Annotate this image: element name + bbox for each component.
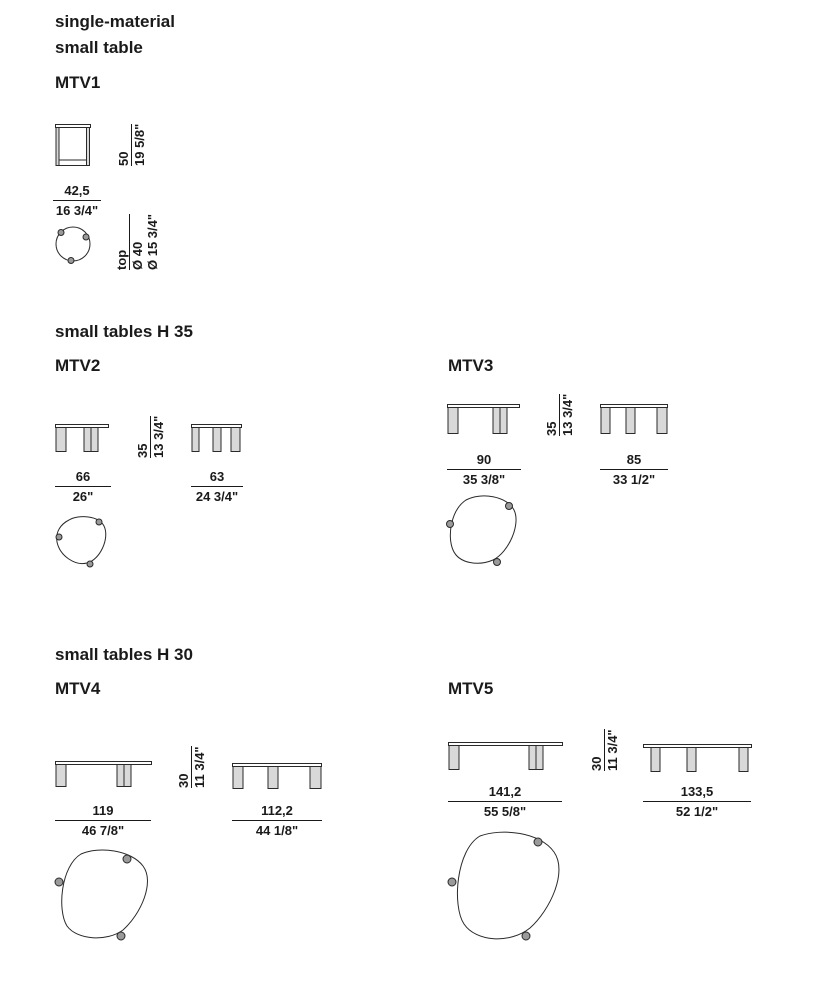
mtv5-depth-in: 52 1/2" [675, 804, 719, 819]
mtv5-width-cm: 141,2 [448, 784, 562, 802]
mtv5-depth-dimension [643, 784, 751, 820]
mtv2-width-cm: 66 [55, 469, 111, 487]
mtv1-width-cm: 42,5 [53, 183, 101, 201]
mtv4-height-in: 11 3/4" [192, 746, 207, 788]
mtv5-height-in: 11 3/4" [605, 729, 620, 771]
mtv4-depth-cm: 112,2 [232, 803, 322, 821]
mtv1-width-dimension [53, 183, 101, 219]
mtv2-front-view [55, 424, 115, 454]
mtv1-height-dimension [116, 124, 147, 166]
mtv3-depth-dimension [600, 452, 668, 488]
mtv3-depth-cm: 85 [600, 452, 668, 470]
mtv1-top-view [55, 226, 95, 266]
mtv3-width-in: 35 3/8" [462, 472, 506, 487]
mtv2-top-view [55, 514, 115, 570]
mtv4-depth-in: 44 1/8" [255, 823, 299, 838]
mtv5-code: MTV5 [448, 679, 494, 698]
heading-line2: small table [55, 38, 143, 57]
mtv4-height-dimension [176, 746, 207, 788]
mtv5-front-view [448, 742, 568, 772]
section-h30-title: small tables H 30 [55, 645, 193, 664]
section-h35-title: small tables H 35 [55, 322, 193, 341]
mtv4-height-cm: 30 [176, 746, 192, 788]
mtv1-top-cm: Ø 40 [130, 241, 145, 270]
mtv5-depth-cm: 133,5 [643, 784, 751, 802]
mtv5-width-in: 55 5/8" [483, 804, 527, 819]
mtv2-width-in: 26" [72, 489, 94, 504]
mtv5-width-dimension [448, 784, 562, 820]
mtv2-width-dimension [55, 469, 111, 505]
mtv3-height-in: 13 3/4" [560, 393, 575, 436]
mtv2-side-view [191, 424, 247, 454]
mtv2-depth-in: 24 3/4" [195, 489, 239, 504]
mtv1-height-cm: 50 [116, 124, 132, 166]
mtv2-depth-dimension [191, 469, 243, 505]
mtv5-height-cm: 30 [589, 729, 605, 771]
mtv3-height-cm: 35 [544, 394, 560, 436]
mtv2-depth-cm: 63 [191, 469, 243, 487]
mtv4-width-in: 46 7/8" [81, 823, 125, 838]
mtv3-width-cm: 90 [447, 452, 521, 470]
mtv3-top-view [447, 494, 523, 568]
mtv1-top-label: top [114, 214, 130, 270]
mtv3-front-view [447, 404, 523, 436]
mtv1-width-in: 16 3/4" [55, 203, 99, 218]
mtv4-side-view [232, 763, 328, 791]
mtv3-height-dimension [544, 394, 575, 436]
mtv2-code: MTV2 [55, 356, 101, 375]
mtv3-width-dimension [447, 452, 521, 488]
mtv2-height-in: 13 3/4" [151, 415, 166, 458]
mtv1-height-in: 19 5/8" [132, 123, 147, 166]
mtv4-width-cm: 119 [55, 803, 151, 821]
mtv3-side-view [600, 404, 672, 436]
mtv4-front-view [55, 761, 157, 789]
mtv4-top-view [55, 848, 157, 944]
mtv4-code: MTV4 [55, 679, 101, 698]
mtv5-height-dimension [589, 729, 620, 771]
mtv3-code: MTV3 [448, 356, 494, 375]
mtv5-side-view [643, 744, 757, 774]
mtv2-height-cm: 35 [135, 416, 151, 458]
mtv1-top-dimension [114, 214, 160, 270]
mtv3-depth-in: 33 1/2" [612, 472, 656, 487]
heading-line1: single-material [55, 12, 175, 31]
mtv1-top-in: Ø 15 3/4" [145, 213, 160, 270]
mtv1-code: MTV1 [55, 73, 101, 92]
mtv4-width-dimension [55, 803, 151, 839]
mtv4-depth-dimension [232, 803, 322, 839]
mtv5-top-view [448, 830, 572, 946]
mtv2-height-dimension [135, 416, 166, 458]
mtv1-side-view [55, 124, 95, 168]
